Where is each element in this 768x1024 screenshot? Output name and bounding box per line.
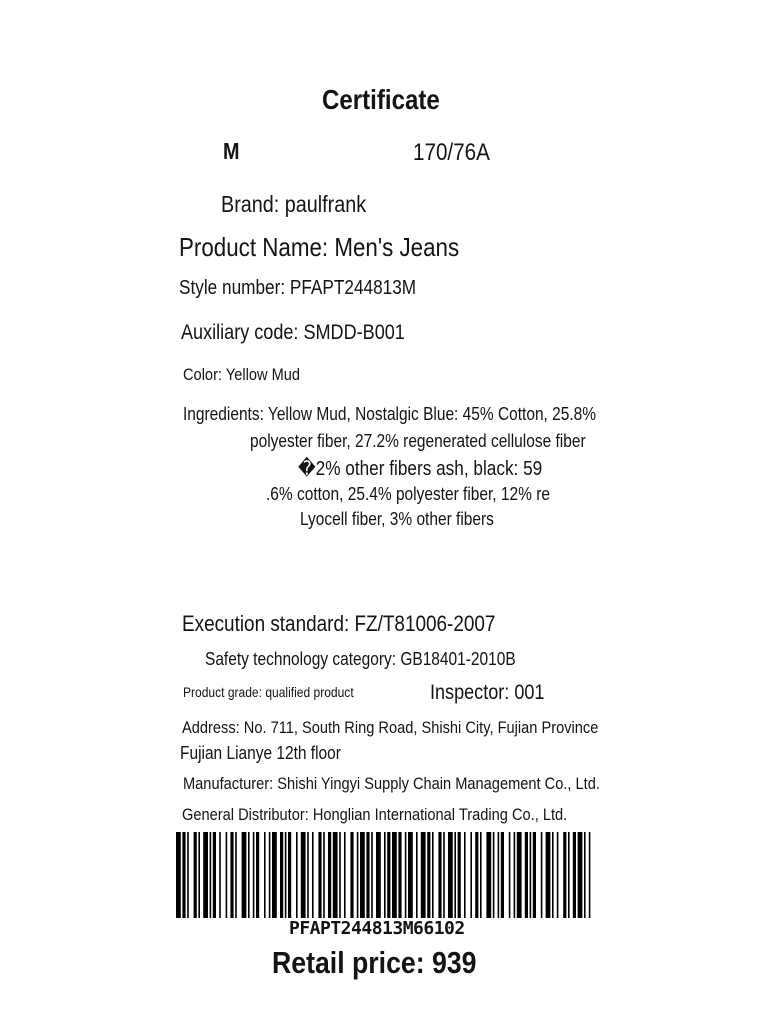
barcode-bar — [312, 832, 314, 918]
certificate-title: Certificate — [322, 84, 440, 115]
barcode-bar — [253, 832, 255, 918]
barcode-bar — [187, 832, 189, 918]
barcode-bar — [328, 832, 331, 918]
style-number: Style number: PFAPT244813M — [179, 277, 417, 299]
product-grade: Product grade: qualified product — [183, 684, 354, 700]
ingredients-line-5: Lyocell fiber, 3% other fibers — [300, 509, 494, 529]
barcode-bar — [501, 832, 504, 918]
barcode-number: PFAPT244813M66102 — [289, 918, 465, 939]
barcode-bar — [357, 832, 359, 918]
barcode-bar — [301, 832, 306, 918]
auxiliary-code: Auxiliary code: SMDD-B001 — [181, 321, 405, 344]
ingredients-line-1: Ingredients: Yellow Mud, Nostalgic Blue: 45% Cotton, 25.8% — [183, 404, 597, 424]
barcode-bar — [269, 832, 271, 918]
barcode-bar — [563, 832, 566, 918]
barcode-bar — [360, 832, 365, 918]
barcode-bar — [427, 832, 430, 918]
color: Color: Yellow Mud — [183, 365, 301, 384]
barcode-bar — [194, 832, 197, 918]
barcode-bar — [421, 832, 426, 918]
barcode-bar — [589, 832, 591, 918]
barcode-bar — [203, 832, 208, 918]
barcode-bar — [366, 832, 369, 918]
safety-category: Safety technology category: GB18401-2010B — [205, 649, 516, 669]
ingredients-line-2: polyester fiber, 27.2% regenerated cellulose fiber — [250, 431, 586, 451]
ingredients-line-3: �2% other fibers ash, black: 59 — [298, 458, 543, 480]
barcode-bar — [219, 832, 221, 918]
barcode-bar — [557, 832, 559, 918]
barcode-bar — [344, 832, 346, 918]
barcode-bar — [448, 832, 453, 918]
barcode-bar — [230, 832, 233, 918]
barcode-bar — [475, 832, 478, 918]
barcode-bar — [509, 832, 511, 918]
barcode-bar — [546, 832, 551, 918]
barcode-bar — [371, 832, 373, 918]
barcode-bar — [350, 832, 353, 918]
barcode-bar — [432, 832, 434, 918]
barcode-bar — [226, 832, 228, 918]
barcode-bar — [333, 832, 338, 918]
barcode-bar — [398, 832, 401, 918]
barcode-bar — [530, 832, 532, 918]
retail-price: Retail price: 939 — [272, 945, 477, 980]
barcode-bar — [182, 832, 185, 918]
barcode-bar — [552, 832, 554, 918]
brand: Brand: paulfrank — [221, 191, 367, 217]
barcode-bar — [584, 832, 586, 918]
barcode-bar — [285, 832, 287, 918]
barcode-bar — [493, 832, 495, 918]
barcode-bar — [376, 832, 381, 918]
barcode-bar — [198, 832, 200, 918]
barcode — [176, 832, 592, 918]
address-line-2: Fujian Lianye 12th floor — [180, 743, 341, 763]
barcode-bar — [470, 832, 472, 918]
size-code: M — [223, 138, 240, 164]
barcode-bar — [408, 832, 413, 918]
size-spec: 170/76A — [413, 139, 490, 166]
barcode-bar — [318, 832, 321, 918]
address-line-1: Address: No. 711, South Ring Road, Shishi City, Fujian Province — [182, 718, 599, 737]
barcode-bar — [339, 832, 341, 918]
barcode-bar — [405, 832, 407, 918]
barcode-bar — [307, 832, 309, 918]
barcode-bar — [210, 832, 212, 918]
barcode-bar — [573, 832, 576, 918]
barcode-bar — [533, 832, 536, 918]
barcode-bar — [384, 832, 386, 918]
barcode-bar — [176, 832, 181, 918]
barcode-bar — [280, 832, 283, 918]
barcode-bar — [323, 832, 325, 918]
barcode-bar — [438, 832, 441, 918]
barcode-bar — [248, 832, 250, 918]
barcode-bar — [242, 832, 247, 918]
barcode-bar — [296, 832, 298, 918]
barcode-bar — [272, 832, 277, 918]
ingredients-line-4: .6% cotton, 25.4% polyester fiber, 12% re — [266, 484, 550, 504]
barcode-bar — [458, 832, 461, 918]
inspector: Inspector: 001 — [430, 681, 545, 704]
barcode-bar — [256, 832, 259, 918]
barcode-bar — [416, 832, 418, 918]
barcode-bar — [213, 832, 216, 918]
barcode-bar — [443, 832, 445, 918]
barcode-bar — [517, 832, 522, 918]
barcode-bar — [486, 832, 491, 918]
barcode-bar — [454, 832, 456, 918]
barcode-bar — [498, 832, 500, 918]
execution-standard: Execution standard: FZ/T81006-2007 — [182, 611, 496, 636]
barcode-bar — [392, 832, 397, 918]
barcode-bar — [525, 832, 528, 918]
product-name: Product Name: Men's Jeans — [179, 232, 460, 262]
barcode-bar — [480, 832, 482, 918]
barcode-bar — [264, 832, 266, 918]
barcode-bar — [235, 832, 237, 918]
barcode-bar — [568, 832, 570, 918]
barcode-bar — [578, 832, 583, 918]
general-distributor: General Distributor: Honglian International Trading Co., Ltd. — [182, 805, 568, 824]
barcode-bar — [288, 832, 291, 918]
barcode-bar — [514, 832, 516, 918]
barcode-bar — [541, 832, 543, 918]
barcode-bar — [464, 832, 466, 918]
barcode-bar — [387, 832, 390, 918]
manufacturer: Manufacturer: Shishi Yingyi Supply Chain Management Co., Ltd. — [183, 774, 600, 793]
